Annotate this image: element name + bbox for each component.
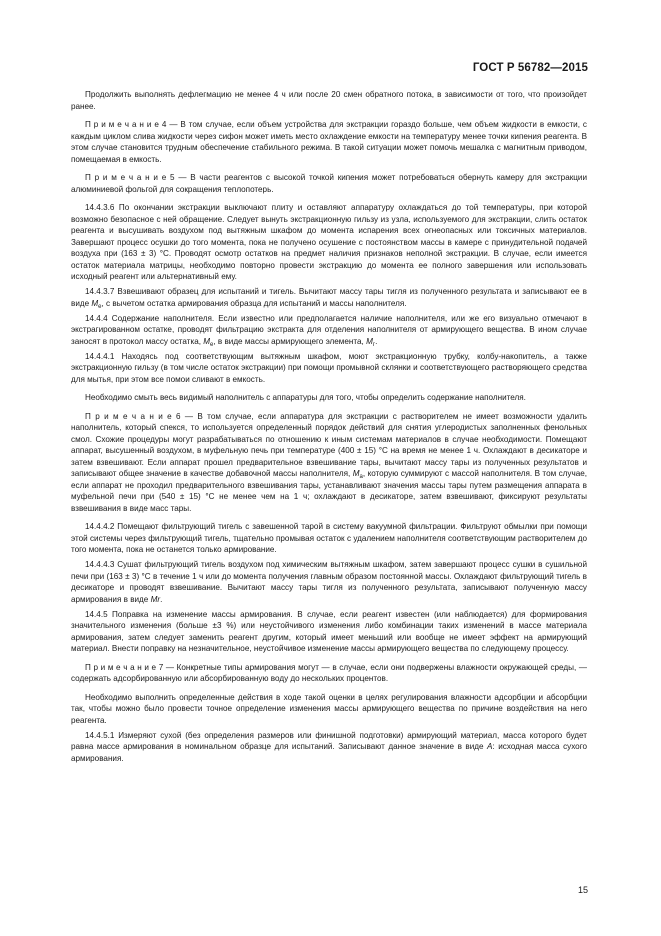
text-run: 14.4.4.3 Сушат фильтрующий тигель воздухом под химическим вытяжным шкафом, затем завершают процесс сушки в сушильной печи при (163 ± 3) °С в течение 1 ч или до момента получения главным образом постоянной массы. Охлаждают фильтрующий тигель в десикаторе и проводят взвешивание. Вычитают массу тары тигля из полученного результата, записывают полученную массу армирования в виде: [71, 560, 587, 604]
variable: M: [203, 336, 211, 346]
note-6: [71, 411, 587, 515]
note-text: — В части реагентов с высокой точкой кипения может потребоваться обернуть камеру для экстракции алюминиевой фольгой для сокращения теплопотерь.: [71, 173, 587, 194]
note-label: П р и м е ч а н и е 6: [85, 411, 181, 421]
variable: M: [91, 298, 99, 308]
variable: M: [366, 336, 373, 346]
note-label: П р и м е ч а н и е 5: [85, 173, 175, 182]
text-run: , с вычетом остатка армирования образца для испытаний и массы наполнителя.: [101, 298, 407, 308]
variable-subscript: е: [98, 303, 102, 310]
paragraph-14-4-3-6: 14.4.3.6 По окончании экстракции выключают плиту и оставляют аппаратуру охлаждаться до той температуры, при которой возможно безопасное с ней обращение. Следует вынуть экстракционную гильзу из узла, используемого для экстракции, слить остаток реагента и высушивать воздухом под вытяжным шкафом до момента испарения всех огнеопасных или токсичных материалов. Завершают процесс осушки до того момента, пока не получено осушение с постоянством массы в камере с принудительной подачей воздуха при (163 ± 3) °С. Проводят осмотр остатков на предмет наличия признаков неполной экстракции. В случае, если имеется остаток материала матрицы, необходимо повторно провести экстракцию до момента ее полного завершения или использовать исходный реагент или альтернативный ему.: [71, 203, 587, 281]
paragraph-14-4-4-3: [71, 559, 587, 605]
note-label: П р и м е ч а н и е 4: [85, 120, 167, 129]
text-run: 14.4.3.7 Взвешивают образец для испытаний и тигель. Вычитают массу тары тигля из полученного результата и записывают ее в виде: [71, 287, 587, 308]
variable-subscript: г: [372, 341, 376, 348]
variable-subscript: е: [210, 341, 214, 348]
text-run: .: [160, 594, 163, 604]
note-4: [71, 119, 587, 165]
variable: Mr: [150, 594, 161, 604]
variable: A: [487, 742, 493, 751]
variable: M: [352, 469, 360, 478]
variable-subscript: а: [359, 474, 363, 480]
note-7: [71, 662, 587, 685]
page-number: 15: [577, 885, 588, 895]
note-5: [71, 172, 587, 195]
paragraph-14-4-5-1: [71, 730, 587, 765]
paragraph-14-4-3-7: [71, 286, 587, 309]
note-text: , которую суммируют с массой наполнителя. В том случае, если аппарат не проходил предварительного взвешивания тары, устанавливают значения массы тары путем размещения аппарата в муфельной печи при (540 ± 15) °С не менее чем на 1 ч; охлаждают в десикаторе, затем взвешивают, фиксируют результаты взвешивания в виде масс тары.: [71, 469, 588, 513]
text-run: : исходная масса сухого армирования.: [71, 742, 588, 763]
paragraph-14-4-4-2: 14.4.4.2 Помещают фильтрующий тигель с завешенной тарой в систему вакуумной фильтрации. Фильтруют обмылки при помощи этой системы через фильтрующий тигель, тщательно промывая остаток с удалением наполнителя соответствующим растворителем до того момента, пока не останется только армирование.: [71, 522, 587, 554]
note-text: — В том случае, если аппаратура для экстракции с растворителем не имеет возможности удалить наполнитель, который спекся, то используется определенный порядок действий для снятия углеродистых заполненных фенольных смол. Схожие процедуры могут разрабатываться по отношению к иным системам материалов в случае необходимости. Помещают аппарат, высушенный воздухом, в муфельную печь при температуре (400 ± 15) °С на время не менее 1 ч. Охлаждают в десикаторе и затем взвешивают. Если аппарат прошел предварительное взвешивание тары, вычитают массу тары из полученных результатов и записывают общее значение в качестве добавочной массы наполнителя,: [71, 411, 588, 478]
note-text: — Конкретные типы армирования могут — в случае, если они подвержены влажности окружающей среды, — содержать адсорбированную или абсорбированную воду до нескольких процентов.: [71, 662, 587, 683]
paragraph-14-4-5: 14.4.5 Поправка на изменение массы армирования. В случае, если реагент известен (или наблюдается) для формирования значительного изменения (больше ±3 %) или неустойчивого изменения либо комбинации таких изменений в массе материала армирования, затем следует заменить реагент другим, который имеет меньший или вообще не имеет эффект на армирующий материал. Внести поправку на незначительное, неустойчивое изменение массы армирующего вещества по следующему процессу.: [71, 609, 587, 653]
document-header: ГОСТ Р 56782—2015: [472, 62, 588, 74]
paragraph-14-4-4-1: 14.4.4.1 Находясь под соответствующим вытяжным шкафом, моют экстракционную трубку, колбу-накопитель, а также экстракционную гильзу (в том числе остаток экстракции) при помощи промывной склянки и соответствующего растворяющего средства для мытья, при этом все помои сливают в емкость.: [71, 351, 587, 384]
note-text: — В том случае, если объем устройства для экстракции гораздо больше, чем объем жидкости в емкости, с каждым циклом слива жидкости через сифон может иметь место охлаждение емкости на температуру менее точки кипения реагента. В этом случае становится трудным обеспечение стабильного режима. В такой ситуации может помочь мешалка с магнитным приводом, помещаемая в емкость.: [71, 120, 587, 164]
text-run: 14.4.4 Содержание наполнителя. Если известно или предполагается наличие наполнителя, или же его визуально отмечают в экстрагированном остатке, проводят фильтрацию экстракта для отделения наполнителя от армирующего вещества. В ином случае заносят в протокол массу остатка,: [71, 313, 587, 346]
paragraph-wash-filler: Необходимо смыть весь видимый наполнитель с аппаратуры для того, чтобы определить содержание наполнителя.: [85, 393, 526, 402]
text-run: .: [375, 336, 378, 346]
document-body: [71, 89, 587, 768]
paragraph-14-4-4: [71, 313, 587, 348]
paragraph-adsorption: Необходимо выполнить определенные действия в ходе такой оценки в целях регулирования влажности адсорбции и абсорбции так, чтобы можно было провести точное определение изменения массы армирующего вещества по причине воздействия на него реагента.: [71, 692, 587, 725]
text-run: , в виде массы армирующего элемента,: [213, 336, 367, 346]
paragraph-deflegmation: Продолжить выполнять дефлегмацию не менее 4 ч или после 20 смен обратного потока, в зависимости от того, что произойдет ранее.: [71, 90, 587, 111]
note-label: П р и м е ч а н и е 7: [85, 662, 164, 672]
text-run: 14.4.5.1 Измеряют сухой (без определения размеров или финишной подготовки) армирующий материал, масса которого будет равна массе армирования в номинальном образце для испытаний. Записывают данное значение в виде: [71, 730, 587, 751]
